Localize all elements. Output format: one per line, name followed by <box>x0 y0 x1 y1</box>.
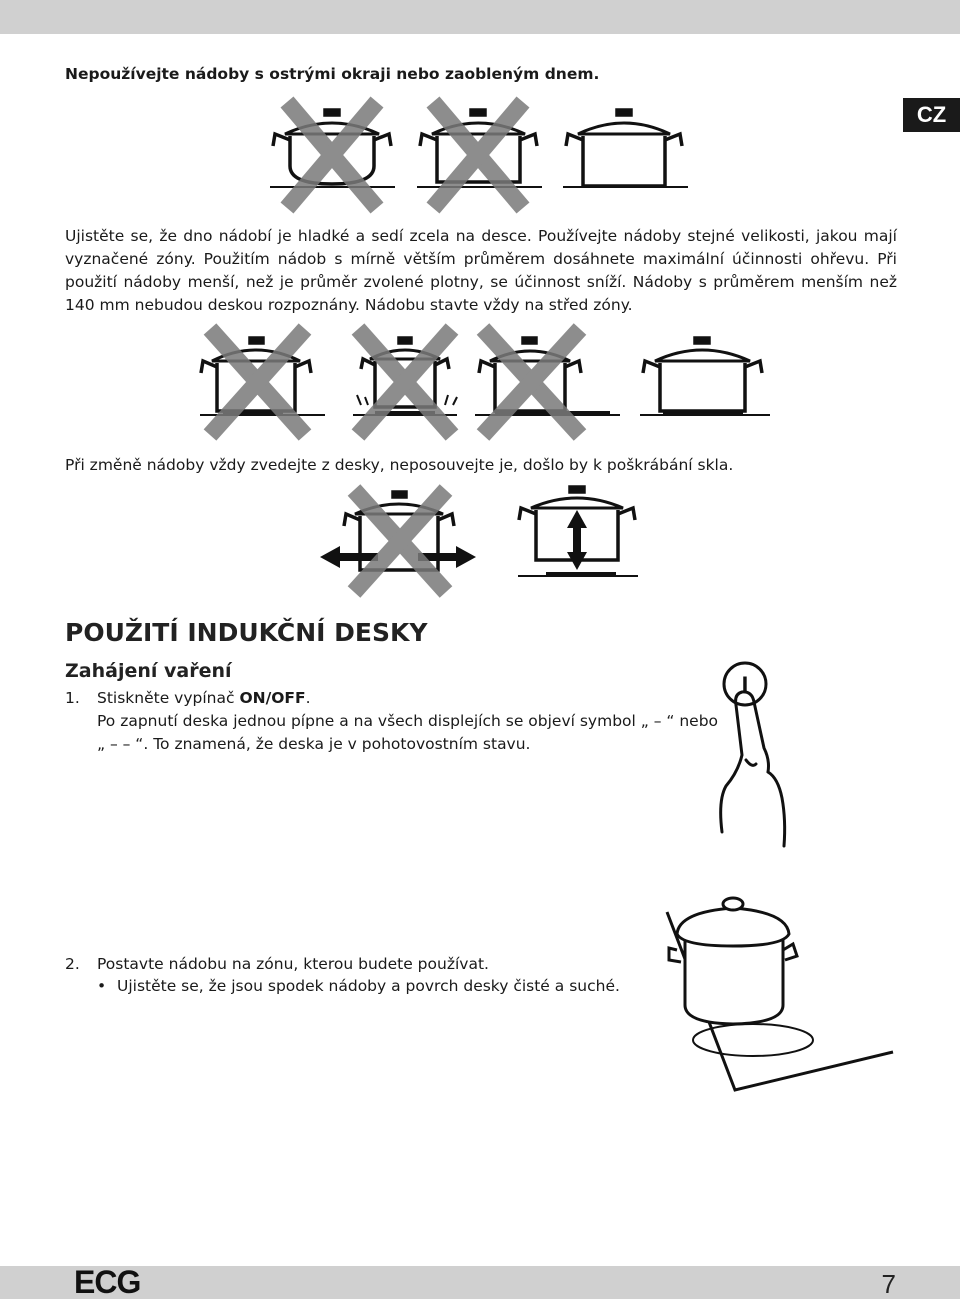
bullet-icon: • <box>97 977 107 995</box>
paragraph-flat-bottom: Ujistěte se, že dno nádobí je hladké a sedí zcela na desce. Používejte nádoby stejné velikosti, jakou mají vyznačené zóny. Použitím nádob s mírně větším průměrem dosáhnete maximální účinnosti ohřevu. Při použití nádoby menší, než je průměr zvolené plotny, se účinnost sníží. Nádoby s průměrem menším než 140 mm nebudou deskou rozpoznány. Nádobu stavte vždy na střed zóny. <box>65 227 897 314</box>
cross-icon <box>358 329 452 435</box>
brand-logo: ECG <box>74 1264 141 1300</box>
step-instruction: Stiskněte vypínač ON/OFF. <box>97 689 311 707</box>
step-number: 1. <box>65 689 80 707</box>
figure-lift-not-slide <box>318 486 643 596</box>
cross-icon <box>210 329 305 435</box>
figure-pot-on-zone <box>665 890 895 1095</box>
pot-correct <box>566 110 682 186</box>
bullet-text: Ujistěte se, že jsou spodek nádoby a povrch desky čisté a suché. <box>117 977 620 995</box>
cross-icon <box>433 102 523 208</box>
top-bar <box>0 0 960 34</box>
warning-text: Nepoužívejte nádoby s ostrými okraji nebo zaobleným dnem. <box>65 65 600 83</box>
step-detail: Po zapnutí deska jednou pípne a na všech displejích se objeví symbol „ – “ nebo „ – – “. To znamená, že deska je v pohotovostním stavu. <box>97 712 719 753</box>
subsection-title: Zahájení vaření <box>65 660 232 682</box>
language-tab: CZ <box>903 98 960 132</box>
power-button-symbol: I <box>741 672 749 699</box>
step-2 <box>65 953 725 976</box>
figure-pot-size <box>195 325 775 440</box>
cross-icon <box>287 102 377 208</box>
figure-power-button-press <box>712 660 802 850</box>
step-1 <box>65 687 725 756</box>
onoff-label: ON/OFF <box>239 689 306 707</box>
pot-correct <box>643 338 762 411</box>
page-number: 7 <box>881 1269 896 1299</box>
bottom-bar <box>0 1266 960 1299</box>
paragraph-move-pot: Při změně nádoby vždy zvedejte z desky, neposouvejte je, došlo by k poškrábání skla. <box>65 456 734 474</box>
step-instruction: Postavte nádobu na zónu, kterou budete používat. <box>97 955 489 973</box>
finger-icon <box>721 692 785 846</box>
cooking-zone-icon <box>693 1024 813 1056</box>
figure-pot-bottom-types <box>265 96 695 214</box>
bullet-clean-surfaces <box>97 975 620 998</box>
step-number: 2. <box>65 955 80 973</box>
section-title: POUŽITÍ INDUKČNÍ DESKY <box>65 618 428 647</box>
